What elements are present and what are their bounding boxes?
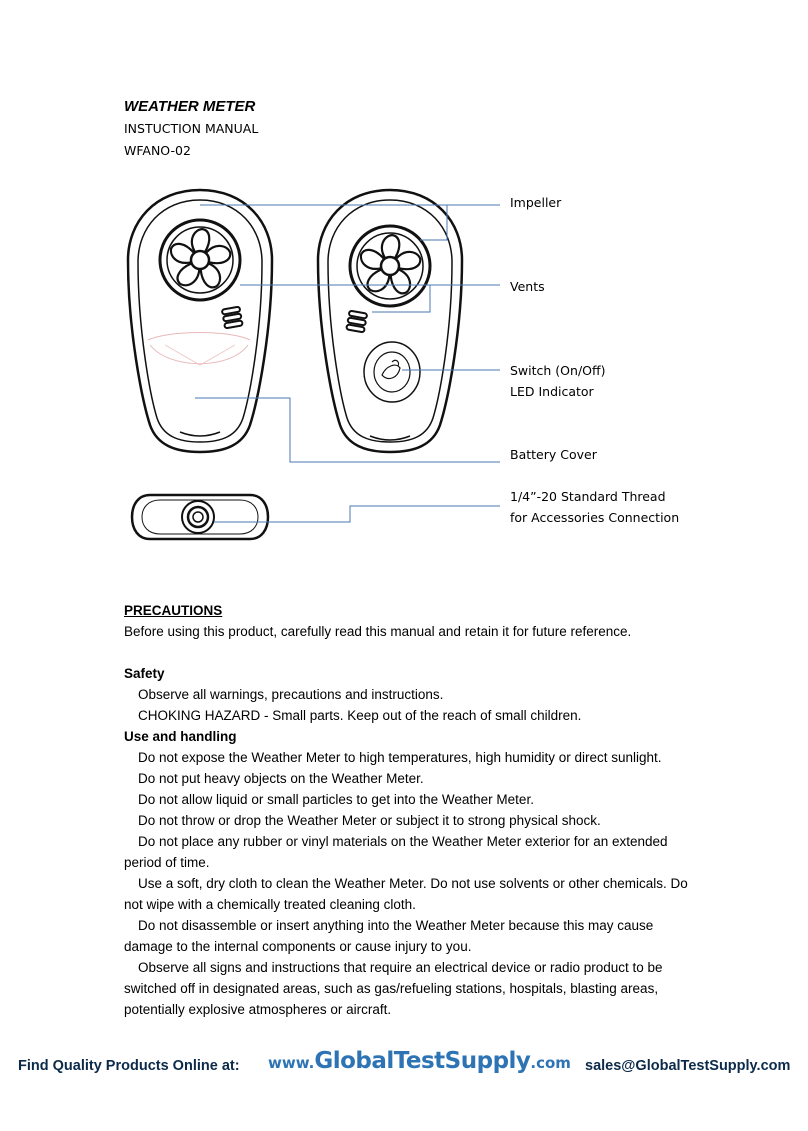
footer-email-link[interactable]: sales@GlobalTestSupply.com [585,1058,791,1074]
callout-led: LED Indicator [510,384,594,399]
callout-battery-cover: Battery Cover [510,447,597,462]
handling-item: Use a soft, dry cloth to clean the Weather Meter. Do not use solvents or other chemicals. Do not wipe with a chemically treated cleaning cloth. [124,876,688,912]
site-suffix: .com [530,1054,571,1072]
handling-item: Do not allow liquid or small particles to get into the Weather Meter. [138,792,534,807]
site-name: GlobalTestSupply [314,1048,531,1074]
handling-item: Observe all signs and instructions that require an electrical device or radio product to be switched off in designated areas, such as gas/refueling stations, hospitals, blasting areas, potentially explosive atmospheres or aircraft. [124,960,663,1017]
handling-item: Do not place any rubber or vinyl materials on the Weather Meter exterior for an extended period of time. [124,834,668,870]
callout-thread-line2: for Accessories Connection [510,510,680,525]
callout-vents: Vents [510,279,545,294]
footer-website-link[interactable] [268,1048,571,1074]
callout-switch: Switch (On/Off) [510,363,606,378]
safety-heading: Safety [124,666,165,681]
safety-item: Observe all warnings, precautions and instructions. [138,687,444,702]
callout-thread-line1: 1/4”-20 Standard Thread [510,489,666,504]
safety-item: CHOKING HAZARD - Small parts. Keep out of the reach of small children. [138,708,582,723]
page-footer [0,1046,808,1086]
footer-tagline: Find Quality Products Online at: [18,1058,240,1074]
device-back-view [128,190,272,452]
device-bottom-view [132,495,268,539]
document-subtitle: INSTUCTION MANUAL [124,121,259,136]
handling-item: Do not throw or drop the Weather Meter or subject it to strong physical shock. [138,813,601,828]
callout-impeller: Impeller [510,195,562,210]
handling-item: Do not put heavy objects on the Weather Meter. [138,771,424,786]
precautions-heading: PRECAUTIONS [124,603,223,618]
device-front-view [318,190,462,452]
handling-item: Do not expose the Weather Meter to high temperatures, high humidity or direct sunlight. [138,750,662,765]
document-title: WEATHER METER [124,98,256,115]
handling-item: Do not disassemble or insert anything into the Weather Meter because this may cause damage to the internal components or cause injury to you. [124,918,654,954]
precautions-section [124,600,704,1020]
precautions-intro: Before using this product, carefully read this manual and retain it for future reference. [124,624,632,639]
handling-heading: Use and handling [124,729,237,744]
site-prefix: www. [268,1054,315,1072]
model-number: WFANO-02 [124,143,191,158]
